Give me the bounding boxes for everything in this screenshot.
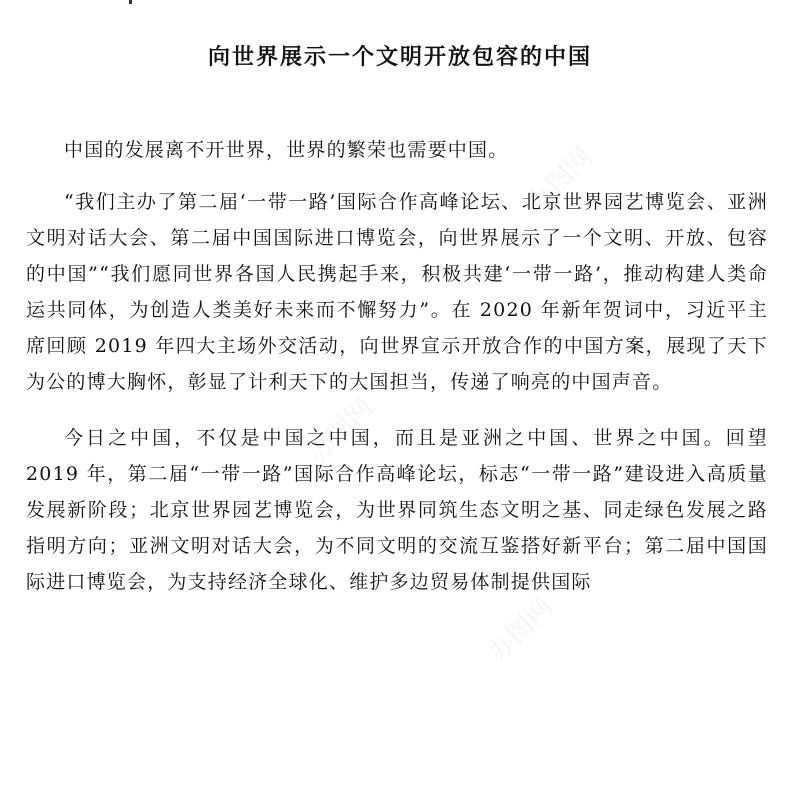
- page-title: 向世界展示一个文明开放包容的中国: [207, 45, 592, 70]
- paragraph: 中国的发展离不开世界，世界的繁荣也需要中国。: [64, 139, 509, 161]
- article-body: [26, 132, 768, 620]
- watermark: 办图网: [522, 142, 599, 219]
- paragraph: “我们主办了第二届‘一带一路’国际合作高峰论坛、北京世界园艺博览会、亚洲文明对话大会、第二届中国国际进口博览会，向世界展示了一个文明、开放、包容的中国”“我们愿同世界各国人民携起手来，积极共建‘一带一路’，推动构建人类命运共同体，为创造人类美好未来而不懈努力”。在 2020 年新年贺词中，习近平主席回顾 2019 年四大主场外交活动，向世界宣示开放合作的中国方案，展现了天下为公的博大胸怀，彰显了计利天下的大国担当，传递了响亮的中国声音。: [26, 191, 768, 393]
- watermark: 办图网: [302, 392, 379, 469]
- watermark: 办图网: [482, 592, 559, 669]
- top-edge-mark: [129, 0, 132, 4]
- paragraph: 今日之中国，不仅是中国之中国，而且是亚洲之中国、世界之中国。回望 2019 年，第二届“一带一路”国际合作高峰论坛，标志“一带一路”建设进入高质量发展新阶段；北京世界园艺博览会，为世界同筑生态文明之基、同走绿色发展之路指明方向；亚洲文明对话大会，为不同文明的交流互鉴搭好新平台；第二届中国国际进口博览会，为支持经济全球化、维护多边贸易体制提供国际: [26, 427, 768, 593]
